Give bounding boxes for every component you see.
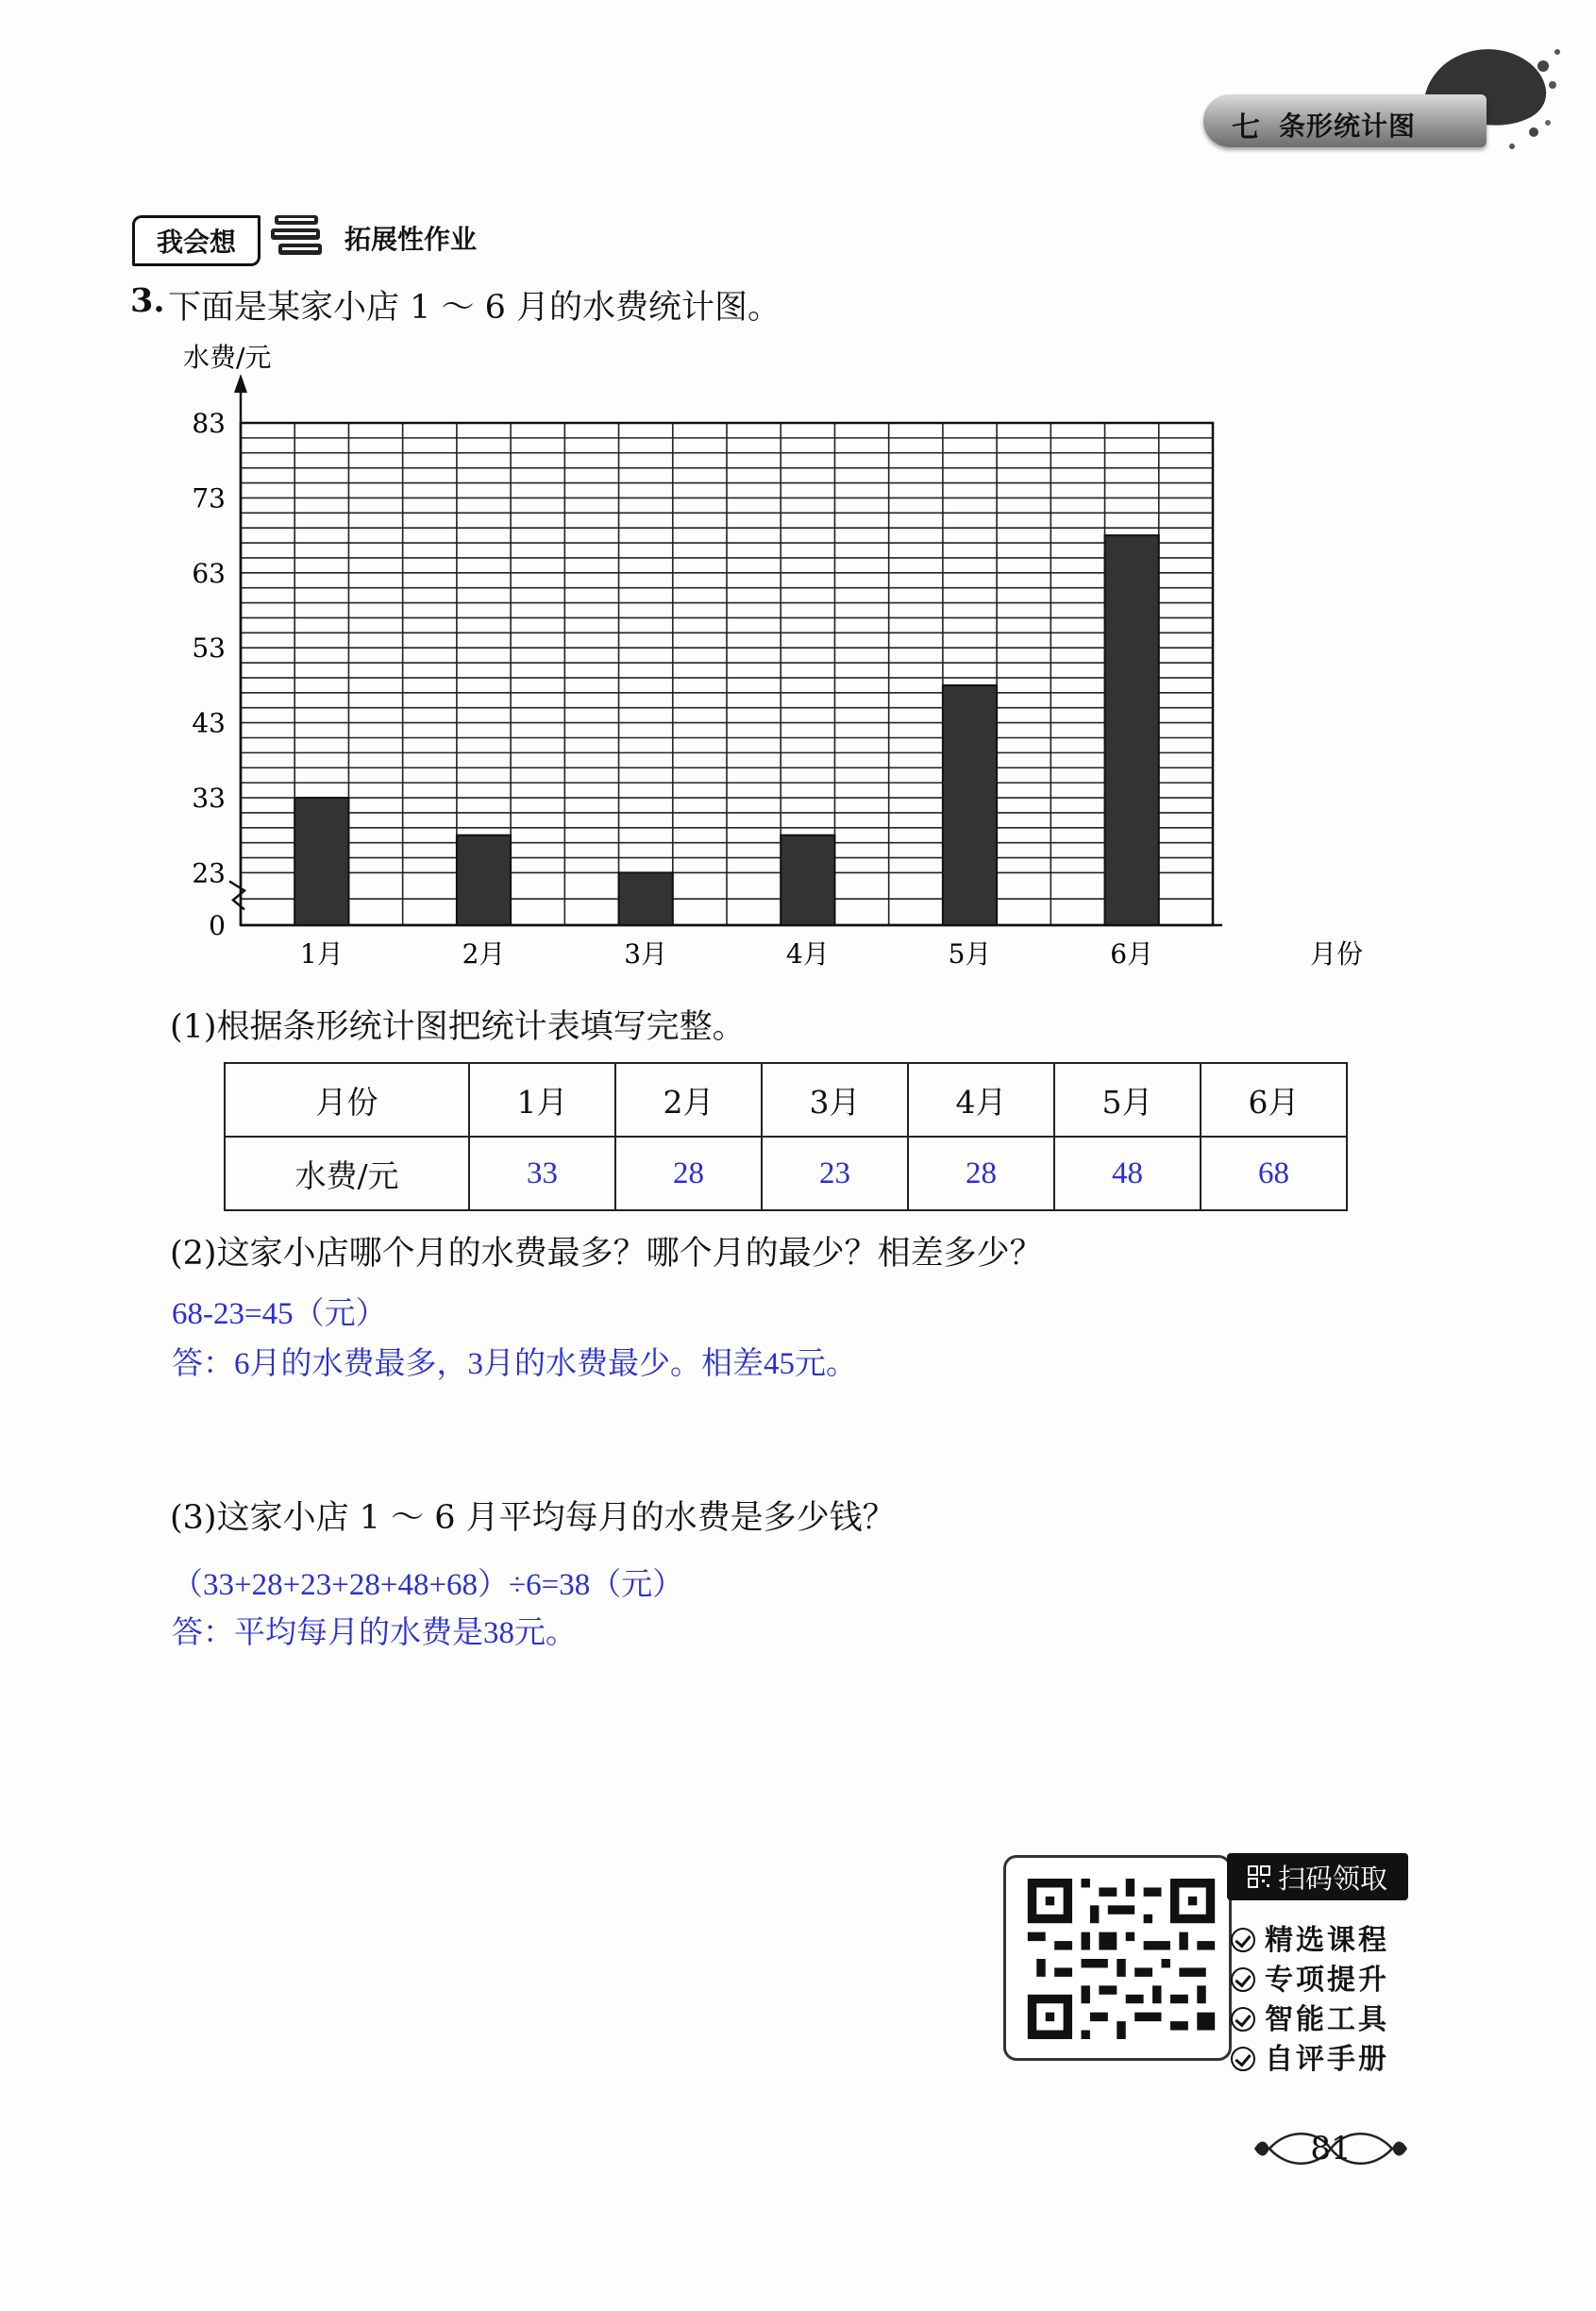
table-cell-month: 1月 <box>469 1063 615 1137</box>
chapter-ribbon <box>1203 94 1487 147</box>
x-tick-label: 2月 <box>462 938 506 970</box>
y-tick-label: 83 <box>192 408 226 439</box>
sub2-prompt: (2)这家小店哪个月的水费最多？哪个月的最少？相差多少？ <box>170 1235 1043 1273</box>
table-cell-fee: 48 <box>1054 1137 1201 1210</box>
section-badge: 我会想 <box>132 215 260 266</box>
question-prompt: 下面是某家小店 1 ～ 6 月的水费统计图。 <box>168 289 781 327</box>
bar-2月 <box>457 835 511 925</box>
table-header-month: 月份 <box>225 1063 469 1137</box>
y-tick-label: 53 <box>192 633 226 665</box>
scan-label <box>1227 1853 1408 1900</box>
bar-4月 <box>781 835 834 925</box>
table-row-months <box>225 1063 1347 1137</box>
sub2-answer-text: 答：6月的水费最多，3月的水费最少。相差45元。 <box>172 1347 857 1381</box>
table-cell-fee: 23 <box>762 1137 908 1210</box>
section-label: 拓展性作业 <box>344 224 478 255</box>
feature-label: 自评手册 <box>1265 2043 1389 2076</box>
table-cell-month: 3月 <box>762 1063 908 1137</box>
bar-6月 <box>1105 535 1159 925</box>
feature-label: 精选课程 <box>1265 1924 1389 1957</box>
y-tick-label: 0 <box>209 910 226 941</box>
y-tick-label: 73 <box>192 482 226 514</box>
table-cell-month: 2月 <box>615 1063 762 1137</box>
y-tick-label: 23 <box>192 857 226 889</box>
feature-label: 专项提升 <box>1265 1964 1389 1997</box>
table-header-fee: 水费/元 <box>225 1137 469 1210</box>
sub3-answer-text: 答：平均每月的水费是38元。 <box>172 1616 577 1650</box>
y-tick-label: 33 <box>192 783 226 815</box>
check-circle-icon <box>1231 1967 1255 1992</box>
table-row-fees <box>225 1137 1347 1210</box>
feature-item <box>1231 2035 1389 2077</box>
bar-5月 <box>943 685 997 925</box>
table-cell-fee: 68 <box>1201 1137 1347 1210</box>
check-circle-icon <box>1231 2007 1255 2032</box>
sub3-answer-calc: （33+28+23+28+48+68）÷6=38（元） <box>172 1568 684 1602</box>
bar-3月 <box>619 872 673 925</box>
books-icon <box>269 210 328 264</box>
sub2-answer-calc: 68-23=45（元） <box>172 1297 387 1331</box>
page-number: 81 <box>1310 2130 1352 2168</box>
x-tick-label: 1月 <box>299 938 344 970</box>
feature-item <box>1231 1916 1389 1958</box>
table-cell-month: 4月 <box>908 1063 1054 1137</box>
feature-item <box>1231 1996 1389 2037</box>
scan-label-text: 扫码领取 <box>1277 1862 1387 1895</box>
chart-grid <box>241 423 1213 925</box>
x-tick-label: 6月 <box>1110 938 1154 970</box>
y-tick-label: 63 <box>192 557 226 589</box>
table-cell-fee: 33 <box>469 1137 615 1210</box>
qr-code-frame[interactable] <box>1003 1855 1232 2061</box>
table-cell-fee: 28 <box>908 1137 1054 1210</box>
x-tick-label: 5月 <box>948 938 992 970</box>
check-circle-icon <box>1231 2047 1255 2071</box>
feature-label: 智能工具 <box>1265 2003 1389 2036</box>
x-tick-label: 3月 <box>624 938 668 970</box>
y-tick-label: 43 <box>192 707 226 739</box>
qr-scan-icon <box>1248 1865 1270 1888</box>
check-circle-icon <box>1231 1928 1255 1952</box>
chapter-title: 条形统计图 <box>1279 110 1417 142</box>
qr-code-icon[interactable] <box>1027 1879 1216 2039</box>
question-number: 3. <box>130 281 165 320</box>
sub3-prompt: (3)这家小店 1 ～ 6 月平均每月的水费是多少钱？ <box>170 1499 896 1537</box>
table-cell-fee: 28 <box>615 1137 762 1210</box>
table-cell-month: 5月 <box>1054 1063 1201 1137</box>
water-fee-bar-chart <box>170 340 1397 991</box>
feature-item <box>1231 1956 1389 1998</box>
x-axis-label: 月份 <box>1310 938 1364 970</box>
fee-table <box>224 1062 1348 1211</box>
chapter-number: 七 <box>1232 111 1260 144</box>
x-tick-label: 4月 <box>785 938 830 970</box>
table-cell-month: 6月 <box>1201 1063 1347 1137</box>
bar-1月 <box>294 798 348 925</box>
y-axis-label: 水费/元 <box>183 342 272 373</box>
sub1-prompt: (1)根据条形统计图把统计表填写完整。 <box>170 1008 746 1046</box>
